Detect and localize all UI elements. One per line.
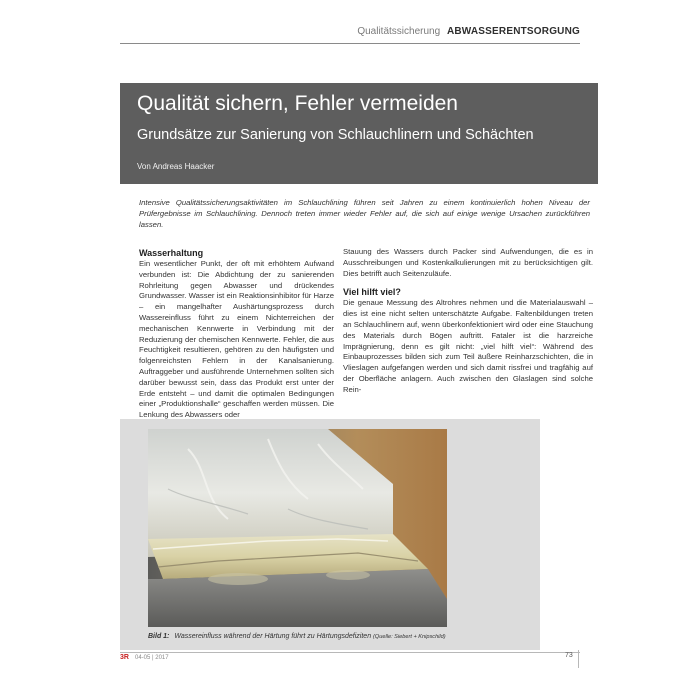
- figure-photo: [148, 429, 447, 627]
- issue-info: 04-05 | 2017: [135, 655, 169, 661]
- header-category: Qualitätssicherung: [357, 26, 441, 37]
- running-header: [120, 24, 580, 44]
- figure-label: Bild 1:: [148, 633, 170, 640]
- liner-sample-image: [148, 429, 447, 627]
- figure-source: (Quelle: Siebert + Knipschild): [373, 634, 446, 640]
- paragraph-gap: [343, 279, 593, 286]
- footer-divider: [578, 650, 579, 668]
- journal-logo: 3R: [120, 654, 129, 661]
- section-heading-wasserhaltung: Wasserhaltung: [139, 248, 204, 258]
- article-author: Von Andreas Haacker: [137, 162, 215, 171]
- right-column-body-2: Die genaue Messung des Altrohres nehmen und die Materialauswahl – dies ist eine nicht selten unterschätzte Aufgabe. Faltenbildungen treten an Schlauchlinern auf, wenn überkonfektioniert wird oder eine Stauchung des Materials durch Bögen auftritt. Fataler ist die harzreiche Imprägnierung, denn es gilt nicht: „viel hilft viel“: Während des Einbauprozesses bilden sich zum Teil äußere Reinharzschichten, die in Vlieslagen aufgefangen werden und sich damit rissfrei und tragfähig auf der Oberfläche anlagern. Auch zwischen den Glaslagen sind solche Rein-: [343, 298, 593, 394]
- right-column: [343, 247, 593, 396]
- header-tags: [357, 26, 580, 37]
- figure-caption-text: Wassereinfluss während der Härtung führt zu Härtungsdefiziten: [174, 633, 372, 640]
- article-intro: Intensive Qualitätssicherungsaktivitäten im Schlauchlining führen seit Jahren zu einem kontinuierlich hohen Niveau der Prüfergebnisse im Schlauchlining. Dennoch treten immer wieder Fehler auf, die sich auf einige wenige Ursachen zurückführen lassen.: [139, 198, 590, 229]
- article-title: Qualität sichern, Fehler vermeiden: [137, 92, 458, 115]
- right-column-body-1: Stauung des Wassers durch Packer sind Aufwendungen, die es in Ausschreibungen und Kostenkalkulierungen mit zu berücksichtigen gilt. Dies betrifft auch Seitenzuläufe.: [343, 247, 593, 278]
- article-subtitle: Grundsätze zur Sanierung von Schlauchlinern und Schächten: [137, 127, 534, 143]
- figure-caption: [148, 633, 446, 640]
- left-column: [139, 247, 334, 421]
- left-column-body: Ein wesentlicher Punkt, der oft mit erhöhtem Aufwand verbunden ist: Die Abdichtung der zu sanierenden Rohrleitung gegen Abwasser und drückendes Grundwasser. Wasser ist ein Reaktionsinhibitor für Harze – ein mangelhafter Aushärtungsprozess durch Wassereinfluss führt zu einem Nichterreichen der mechanischen Kennwerte in Verbindung mit der Reduzierung der chemischen Kennwerte. Fehler, die aus Feuchtigkeit resultieren, gehören zu den häufigsten und folgenreichsten Fehlern in der Kanalsanierung. Auftraggeber und ausführende Unternehmen sollten sich darüber bewusst sein, dass das Produkt erst unter der Erde entsteht – und damit die optimalen Bedingungen einer „Produktionshalle“ geschaffen werden müssen. Die Lenkung des Abwassers oder: [139, 259, 334, 420]
- page-number: 73: [565, 652, 573, 659]
- footer-rule: [120, 652, 580, 653]
- figure-box: [120, 419, 540, 650]
- section-heading-viel-hilft-viel: Viel hilft viel?: [343, 287, 401, 298]
- title-banner: [120, 83, 598, 184]
- header-section: ABWASSERENTSORGUNG: [446, 26, 580, 37]
- header-rule: [120, 43, 580, 44]
